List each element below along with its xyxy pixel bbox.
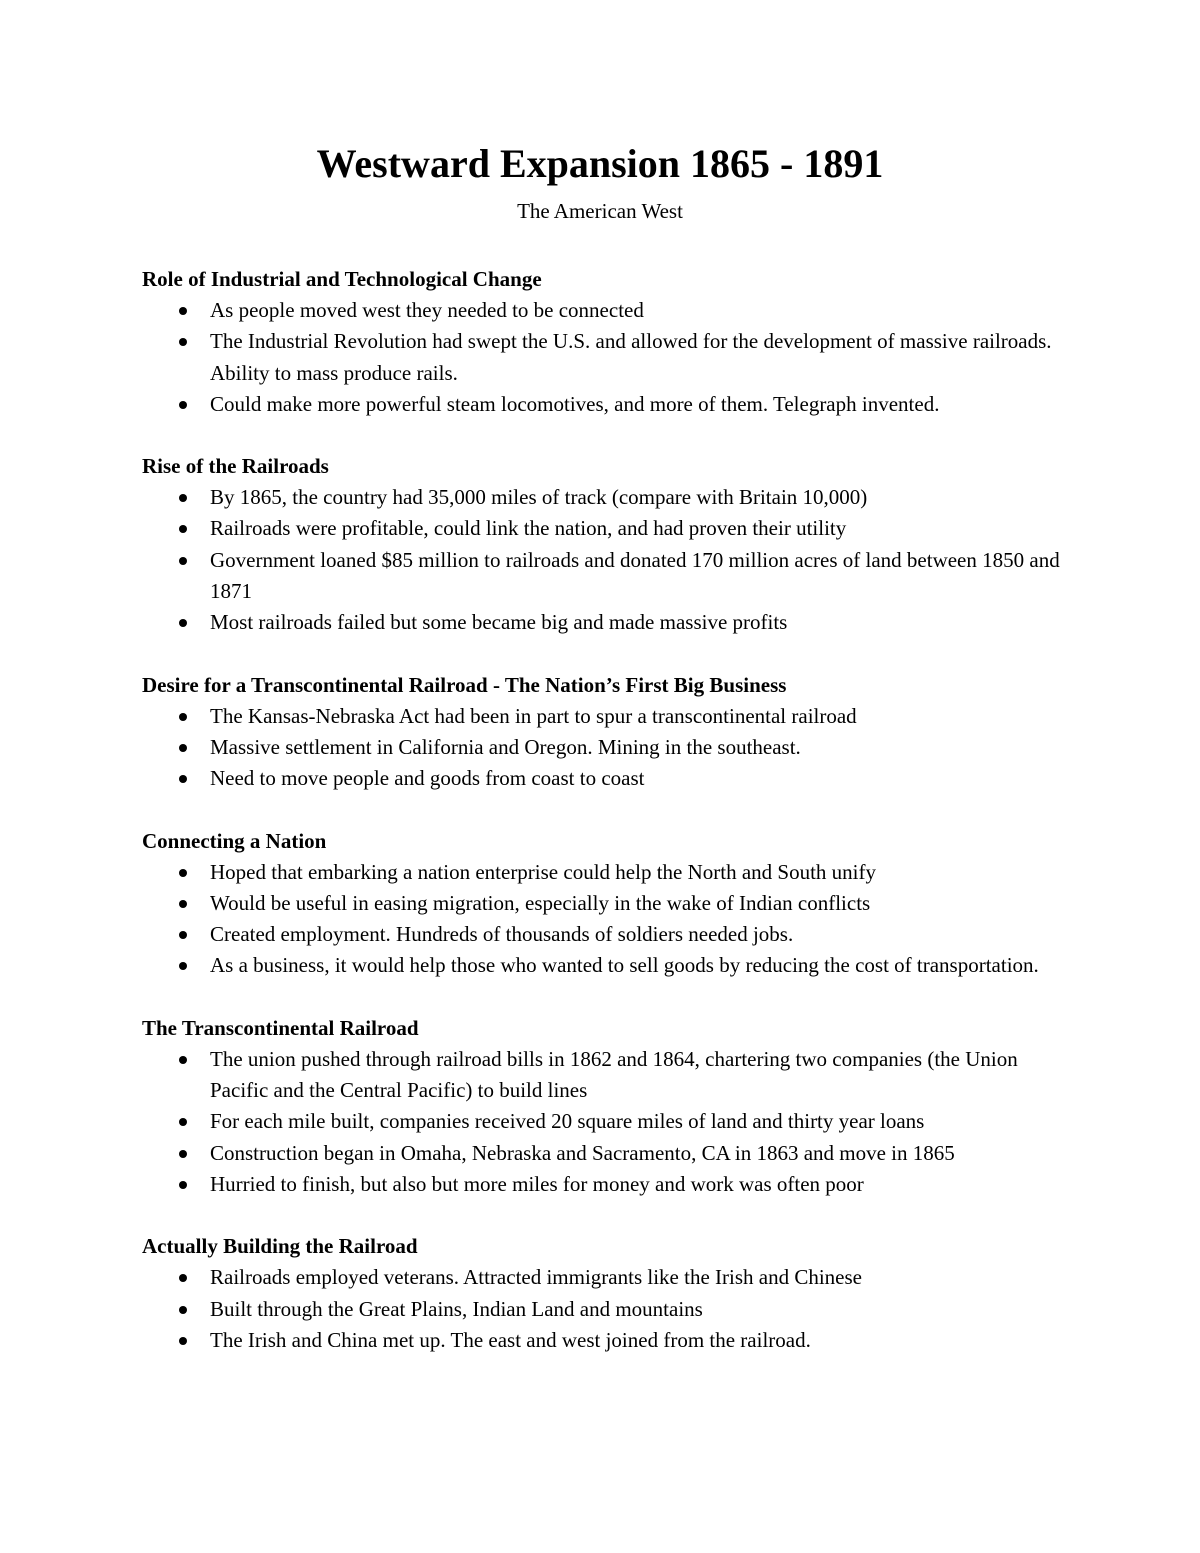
- bullet-text: Created employment. Hundreds of thousands of soldiers needed jobs.: [210, 922, 794, 947]
- bullet-text: Need to move people and goods from coast to coast: [210, 766, 645, 791]
- bullet-dot-icon: [179, 1306, 187, 1314]
- bullet-item: [142, 763, 1072, 794]
- bullet-text: Could make more powerful steam locomotives, and more of them. Telegraph invented.: [210, 391, 940, 416]
- bullet-item: [142, 545, 1072, 608]
- bullet-list: [142, 701, 1072, 795]
- bullet-list: [142, 295, 1072, 420]
- bullet-dot-icon: [179, 338, 187, 346]
- bullet-item: [142, 389, 1072, 420]
- bullet-text: Hoped that embarking a nation enterprise could help the North and South unify: [210, 859, 877, 884]
- bullet-item: [142, 1138, 1072, 1169]
- bullet-text: Hurried to finish, but also but more miles for money and work was often poor: [210, 1171, 864, 1196]
- bullet-item: [142, 326, 1072, 389]
- section: [142, 826, 1072, 982]
- bullet-dot-icon: [179, 1118, 187, 1126]
- bullet-dot-icon: [179, 713, 187, 721]
- bullet-text: The union pushed through railroad bills in 1862 and 1864, chartering two companies (the Union Pacific and the Central Pacific) to build lines: [210, 1046, 1018, 1103]
- section-heading: Desire for a Transcontinental Railroad - The Nation’s First Big Business: [142, 672, 787, 697]
- bullet-dot-icon: [179, 494, 187, 502]
- bullet-item: [142, 701, 1072, 732]
- bullet-text: As people moved west they needed to be connected: [210, 298, 644, 322]
- section: [142, 670, 1072, 795]
- bullet-dot-icon: [179, 557, 187, 565]
- bullet-dot-icon: [179, 931, 187, 939]
- bullet-text: Most railroads failed but some became big and made massive profits: [210, 610, 788, 635]
- bullet-item: [142, 1106, 1072, 1137]
- bullet-text: Built through the Great Plains, Indian Land and mountains: [210, 1296, 703, 1321]
- bullet-dot-icon: [179, 619, 187, 627]
- section: [142, 1231, 1072, 1356]
- bullet-list: [142, 482, 1072, 638]
- bullet-text: The Irish and China met up. The east and west joined from the railroad.: [210, 1327, 811, 1352]
- bullet-dot-icon: [179, 307, 187, 315]
- bullet-text: By 1865, the country had 35,000 miles of track (compare with Britain 10,000): [210, 485, 868, 510]
- document-body: [142, 264, 1072, 1387]
- bullet-item: [142, 857, 1072, 888]
- bullet-item: [142, 950, 1072, 981]
- bullet-dot-icon: [179, 525, 187, 533]
- bullet-list: [142, 1262, 1072, 1356]
- bullet-list: [142, 1044, 1072, 1200]
- bullet-dot-icon: [179, 869, 187, 877]
- bullet-dot-icon: [179, 1150, 187, 1158]
- bullet-dot-icon: [179, 962, 187, 970]
- section-heading: The Transcontinental Railroad: [142, 1015, 419, 1040]
- bullet-text: Government loaned $85 million to railroads and donated 170 million acres of land between 1850 and 1871: [210, 547, 1060, 604]
- bullet-dot-icon: [179, 900, 187, 908]
- bullet-item: [142, 1325, 1072, 1356]
- section-heading: Role of Industrial and Technological Change: [142, 267, 542, 291]
- bullet-dot-icon: [179, 401, 187, 409]
- bullet-dot-icon: [179, 1337, 187, 1345]
- bullet-item: [142, 513, 1072, 544]
- section: [142, 1013, 1072, 1200]
- document-subtitle: The American West: [517, 199, 683, 223]
- bullet-text: For each mile built, companies received 20 square miles of land and thirty year loans: [210, 1109, 925, 1134]
- bullet-text: Construction began in Omaha, Nebraska and Sacramento, CA in 1863 and move in 1865: [210, 1140, 955, 1165]
- section-heading: Actually Building the Railroad: [142, 1234, 418, 1259]
- document-title: Westward Expansion 1865 - 1891: [316, 141, 884, 186]
- bullet-text: Railroads were profitable, could link the nation, and had proven their utility: [210, 516, 847, 541]
- section-heading: Rise of the Railroads: [142, 454, 329, 479]
- bullet-item: [142, 888, 1072, 919]
- bullet-dot-icon: [179, 744, 187, 752]
- bullet-text: Would be useful in easing migration, especially in the wake of Indian conflicts: [210, 890, 871, 915]
- bullet-text: The Kansas-Nebraska Act had been in part to spur a transcontinental railroad: [210, 703, 857, 728]
- bullet-dot-icon: [179, 1056, 187, 1064]
- bullet-text: Railroads employed veterans. Attracted immigrants like the Irish and Chinese: [210, 1265, 862, 1290]
- bullet-item: [142, 607, 1072, 638]
- section: [142, 264, 1072, 420]
- section-heading: Connecting a Nation: [142, 828, 327, 853]
- bullet-item: [142, 919, 1072, 950]
- bullet-item: [142, 1169, 1072, 1200]
- bullet-list: [142, 857, 1072, 982]
- bullet-text: Massive settlement in California and Oregon. Mining in the southeast.: [210, 734, 801, 759]
- bullet-item: [142, 482, 1072, 513]
- bullet-dot-icon: [179, 775, 187, 783]
- bullet-item: [142, 1294, 1072, 1325]
- bullet-text: As a business, it would help those who wanted to sell goods by reducing the cost of transportation.: [210, 953, 1039, 978]
- bullet-dot-icon: [179, 1181, 187, 1189]
- bullet-item: [142, 295, 1072, 326]
- bullet-text: The Industrial Revolution had swept the U.S. and allowed for the development of massive railroads. Ability to mass produce rails.: [210, 329, 1052, 385]
- bullet-item: [142, 1262, 1072, 1293]
- bullet-item: [142, 1044, 1072, 1107]
- section: [142, 451, 1072, 638]
- bullet-item: [142, 732, 1072, 763]
- bullet-dot-icon: [179, 1274, 187, 1282]
